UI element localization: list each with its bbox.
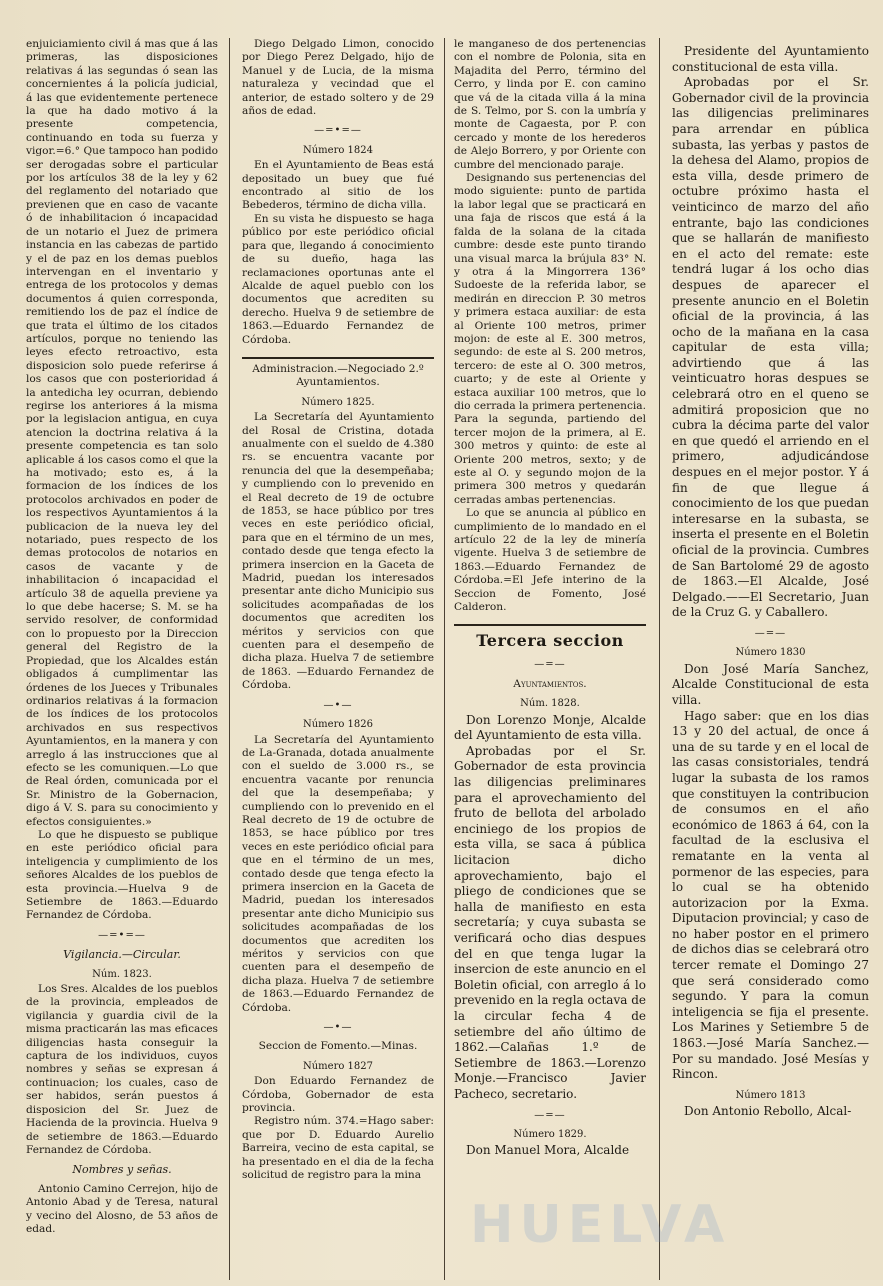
column-rule (444, 38, 445, 1280)
paragraph: Los Sres. Alcaldes de los pueblos de la provincia, empleados de vigilancia y guardia civil de la misma practicarán las mas eficaces diligencias hasta conseguir la captura de los individuos, cuyos nombres y señas se expresan á continuacion; los cuales, caso de ser habidos, serán puestos á disposicion del Sr. Juez de Hacienda de la provincia. Huelva 9 de setiembre de 1863.—Eduardo Fernandez de Córdoba. (26, 983, 218, 1156)
paragraph: Don Eduardo Fernandez de Córdoba, Gobernador de esta provincia. (242, 1075, 434, 1115)
separator: —•— (323, 699, 353, 711)
paragraph: Designando sus pertenencias del modo siguiente: punto de partida la labor legal que se practicará en una faja de riscos que está á la falda de la solana de la citada cumbre: desde este punto tirando una visual marca la brújula 83° N. y otra á la Mingorrera 136° Sudoeste de la referida labor, se medirán en direccion P. 30 metros y primera estaca auxiliar: de esta al Oriente 100 metros, primer mojon: de este al E. 300 metros, segundo: de este al S. 200 metros, tercero: de este al O. 300 metros, cuarto; y de este al Oriente y estaca auxiliar 100 metros, que lo dio cerrada la primera pertenencia. Para la segunda, partiendo del tercer mojon de la primera, al E. 300 metros y quinto: de este al Oriente 200 metros, sexto; y de este al O. y segundo mojon de la primera 300 metros y quedarán cerradas ambas pertenencias. (454, 172, 646, 506)
paragraph: Don Lorenzo Monje, Alcalde del Ayuntamiento de esta villa. (454, 712, 646, 743)
section-heading: Vigilancia.—Circular. (63, 948, 181, 962)
separator: —=— (534, 1109, 566, 1121)
notice-number: Número 1829. (513, 1128, 587, 1140)
section-heading: Seccion de Fomento.—Minas. (258, 1040, 418, 1053)
paragraph: Registro núm. 374.=Hago saber: que por D. Eduardo Aurelio Barreira, vecino de esta capital, se ha presentado en el dia de la fecha solicitud de registro para la mina (242, 1115, 434, 1182)
column-2 (238, 38, 438, 1280)
notice-number: Número 1827 (302, 1060, 374, 1072)
paragraph: enjuiciamiento civil á mas que á las primeras, las disposiciones relativas á las segundas ó sean las concernientes á la policía judicial, á las que evidentemente pertenece la que ha dado motivo á la presente competencia, continuando en toda su fuerza y vigor.=6.° Que tampoco han podido ser derogadas sobre el particular por los artículos 38 de la ley y 62 del reglamento del notariado que previenen que en caso de vacante ó de inhabilitacion ó incapacidad de un notario el Juez de primera instancia en las cabezas de partido y el de paz en los demas pueblos intervengan en el inventario y entrega de los protocolos y demas documentos á quien corresponda, remitiendo los de paz el índice de que trata el último de los citados artículos, porque no teniendo las leyes efecto retroactivo, esta disposicion solo puede referirse á los casos que con posterioridad á la antedicha ley ocurran, debiendo regirse los anteriores á la misma por la legislacion antigua, en cuya atencion la doctrina relativa á la presente competencia es tan solo aplicable á los casos como el que la ha motivado; esto es, á la formacion de los índices de los protocolos archivados en poder de los respectivos Ayuntamientos á la publicacion de la nueva ley del notariado, pues respecto de los demas protocolos de notarios en casos de vacante y de inhabilitacion ó incapacidad el artículo 38 de aquella previene ya lo que debe hacerse; S. M. se ha servido resolver, de conformidad con lo propuesto por la Direccion general del Registro de la Propiedad, que los Alcaldes están obligados á cumplimentar las órdenes de los Jueces y Tribunales ordinarios relativas á la formacion de los índices de los protocolos archivados en sus respectivos Ayuntamientos, en la manera y con arreglo á las instrucciones que al efecto se les comuniquen.—Lo que de Real órden, comunicada por el Sr. Ministro de la Gobernacion, digo á V. S. para su conocimiento y efectos consiguientes.» (26, 38, 218, 828)
separator: —•— (323, 1022, 353, 1034)
section-heading: Ayuntamientos. (513, 677, 587, 690)
paragraph: Aprobadas por el Sr. Gobernador civil de la provincia las diligencias preliminares para arrendar en pública subasta, las yerbas y pastos de la dehesa del Alamo, propios de esta villa, desde primero de octubre próximo hasta el veinticinco de marzo del año entrante, bajo las condiciones que se hallarán de manifiesto en el acto del remate: este tendrá lugar á los ocho dias despues de aparecer el presente anuncio en el Boletin oficial de la provincia, á las ocho de la mañana en la casa capitular de esta villa; advirtiendo que á las veinticuatro horas despues se celebrará otro en el queno se admitirá proposicion que no cubra la décima parte del valor en que quedó el arriendo en el primero, adjudicándose despues en el mejor postor. Y á fin de que llegue á conocimiento de los que puedan interesarse en la subasta, se inserta el presente en el Boletin oficial de la provincia. Cumbres de San Bartolomé 29 de agosto de 1863.—El Alcalde, José Delgado.——El Secretario, Juan de la Cruz G. y Caballero. (672, 75, 869, 620)
paragraph: La Secretaría del Ayuntamiento del Rosal de Cristina, dotada anualmente con el sueldo de 4.380 rs. se encuentra vacante por renuncia del que la desempeñaba; y cumpliendo con lo prevenido en el Real decreto de 19 de octubre de 1853, se hace público por tres veces en este periódico oficial, para que en el término de un mes, contado desde que tenga efecto la primera insercion en la Gaceta de Madrid, puedan los interesados presentar ante dicho Municipio sus solicitudes acompañadas de los documentos que acrediten los méritos y servicios con que cuenten para el desempeño de dicha plaza. Huelva 7 de setiembre de 1863. —Eduardo Fernandez de Córdoba. (242, 411, 434, 692)
section-heading: Administracion.—Negociado 2.º Ayuntamientos. (252, 362, 424, 389)
paragraph: Don Antonio Rebollo, Alcal- (684, 1104, 852, 1119)
paragraph: Diego Delgado Limon, conocido por Diego Perez Delgado, hijo de Manuel y de Lucia, de la misma naturaleza y vecindad que el anterior, de estado soltero y de 29 años de edad. (242, 38, 434, 118)
paragraph: Hago saber: que en los dias 13 y 20 del actual, de once á una de su tarde y en el local de las casas consistoriales, tendrá lugar la subasta de los ramos que constituyen la contribucion de consumos en el año económico de 1863 á 64, con la facultad de la esclusiva el rematante en la venta al pormenor de las especies, para lo cual se ha obtenido autorizacion por la Exma. Diputacion provincial; y caso de no haber postor en el primero de dichos dias se celebrará otro tercer remate el Domingo 27 que será considerado como segundo. Y para la comun inteligencia se fija el presente. Los Marines y Setiembre 5 de 1863.—José María Sanchez.—Por su mandado. José Mesías y Rincon. (672, 708, 869, 1082)
column-rule (229, 38, 230, 1280)
separator: —=•=— (314, 125, 362, 137)
notice-number: Número 1813 (735, 1089, 806, 1101)
separator: —=•=— (98, 929, 146, 941)
section-heading: Nombres y señas. (72, 1163, 172, 1177)
divider (242, 357, 434, 359)
paragraph: Don Manuel Mora, Alcalde (466, 1143, 630, 1158)
column-1 (22, 38, 222, 1280)
paragraph: le manganeso de dos pertenencias con el nombre de Polonia, sita en Majadita del Perro, término del Cerro, y linda por E. con camino que vá de la citada villa á la mina de S. Telmo, por S. con la umbría y monte de Cagaesta, por P. con cercado y monte de los herederos de Alejo Borrero, y por Oriente con cumbre del mencionado paraje. (454, 38, 646, 171)
separator: —=— (534, 659, 566, 671)
paragraph: Presidente del Ayuntamiento constitucional de esta villa. (672, 44, 869, 74)
paragraph: En el Ayuntamiento de Beas está depositado un buey que fué encontrado al sitio de los Bebederos, término de dicha villa. (242, 159, 434, 212)
column-rule (659, 38, 660, 1280)
notice-number: Número 1824 (302, 144, 374, 156)
notice-number: Número 1825. (301, 396, 375, 408)
paragraph: La Secretaría del Ayuntamiento de La-Granada, dotada anualmente con el sueldo de 3.000 rs., se encuentra vacante por renuncia del que la desempeñaba; y cumpliendo con lo prevenido en el Real decreto de 19 de octubre de 1853, se hace público por tres veces en este periódico oficial para que en el término de un mes, contado desde que tenga efecto la primera insercion en la Gaceta de Madrid, puedan los interesados presentar ante dicho Municipio sus solicitudes acompañadas de los documentos que acrediten los méritos y servicios con que cuenten para el desempeño de dicha plaza. Huelva 7 de setiembre de 1863.—Eduardo Fernandez de Córdoba. (242, 733, 434, 1014)
watermark: HUELVA (470, 1195, 731, 1255)
paragraph: En su vista he dispuesto se haga público por este periódico oficial para que, llegando á conocimiento de su dueño, haga las reclamaciones oportunas ante el Alcalde de aquel pueblo con los documentos que acrediten su derecho. Huelva 9 de setiembre de 1863.—Eduardo Fernandez de Córdoba. (242, 212, 434, 346)
notice-number: Núm. 1828. (520, 698, 580, 710)
notice-number: Número 1826 (302, 719, 374, 731)
column-3 (450, 38, 650, 1280)
paragraph: Don José María Sanchez, Alcalde Constitucional de esta villa. (672, 661, 869, 707)
paragraph: Aprobadas por el Sr. Gobernador de esta provincia las diligencias preliminares para el aprovechamiento del fruto de bellota del arbolado enciniego de los propios de esta villa, se saca á pública licitacion dicho aprovechamiento, bajo el pliego de condiciones que se halla de manifiesto en esta secretaría; y cuya subasta se verificará ocho dias despues del en que tenga lugar la insercion de este anuncio en el Boletin oficial, con arreglo á lo prevenido en la regla octava de la circular fecha 4 de setiembre del año último de 1862.—Calañas 1.º de Setiembre de 1863.—Lorenzo Monje.—Francisco Javier Pacheco, secretario. (454, 743, 646, 1101)
column-4 (668, 44, 873, 1286)
paragraph: Antonio Camino Cerrejon, hijo de Antonio Abad y de Teresa, natural y vecino del Alosno, de 53 años de edad. (26, 1182, 218, 1235)
notice-number: Número 1830 (735, 647, 806, 659)
notice-number: Núm. 1823. (92, 968, 152, 980)
paragraph: Lo que he dispuesto se publique en este periódico oficial para inteligencia y cumplimiento de los señores Alcaldes de los pueblos de esta provincia.—Huelva 9 de Setiembre de 1863.—Eduardo Fernandez de Córdoba. (26, 828, 218, 922)
paragraph: Lo que se anuncia al público en cumplimiento de lo mandado en el artículo 22 de la ley de minería vigente. Huelva 3 de setiembre de 1863.—Eduardo Fernandez de Córdoba.=El Jefe interino de la Seccion de Fomento, José Calderon. (454, 507, 646, 614)
separator: —=— (754, 627, 787, 639)
divider (454, 624, 646, 626)
section-title: Tercera seccion (476, 631, 624, 651)
